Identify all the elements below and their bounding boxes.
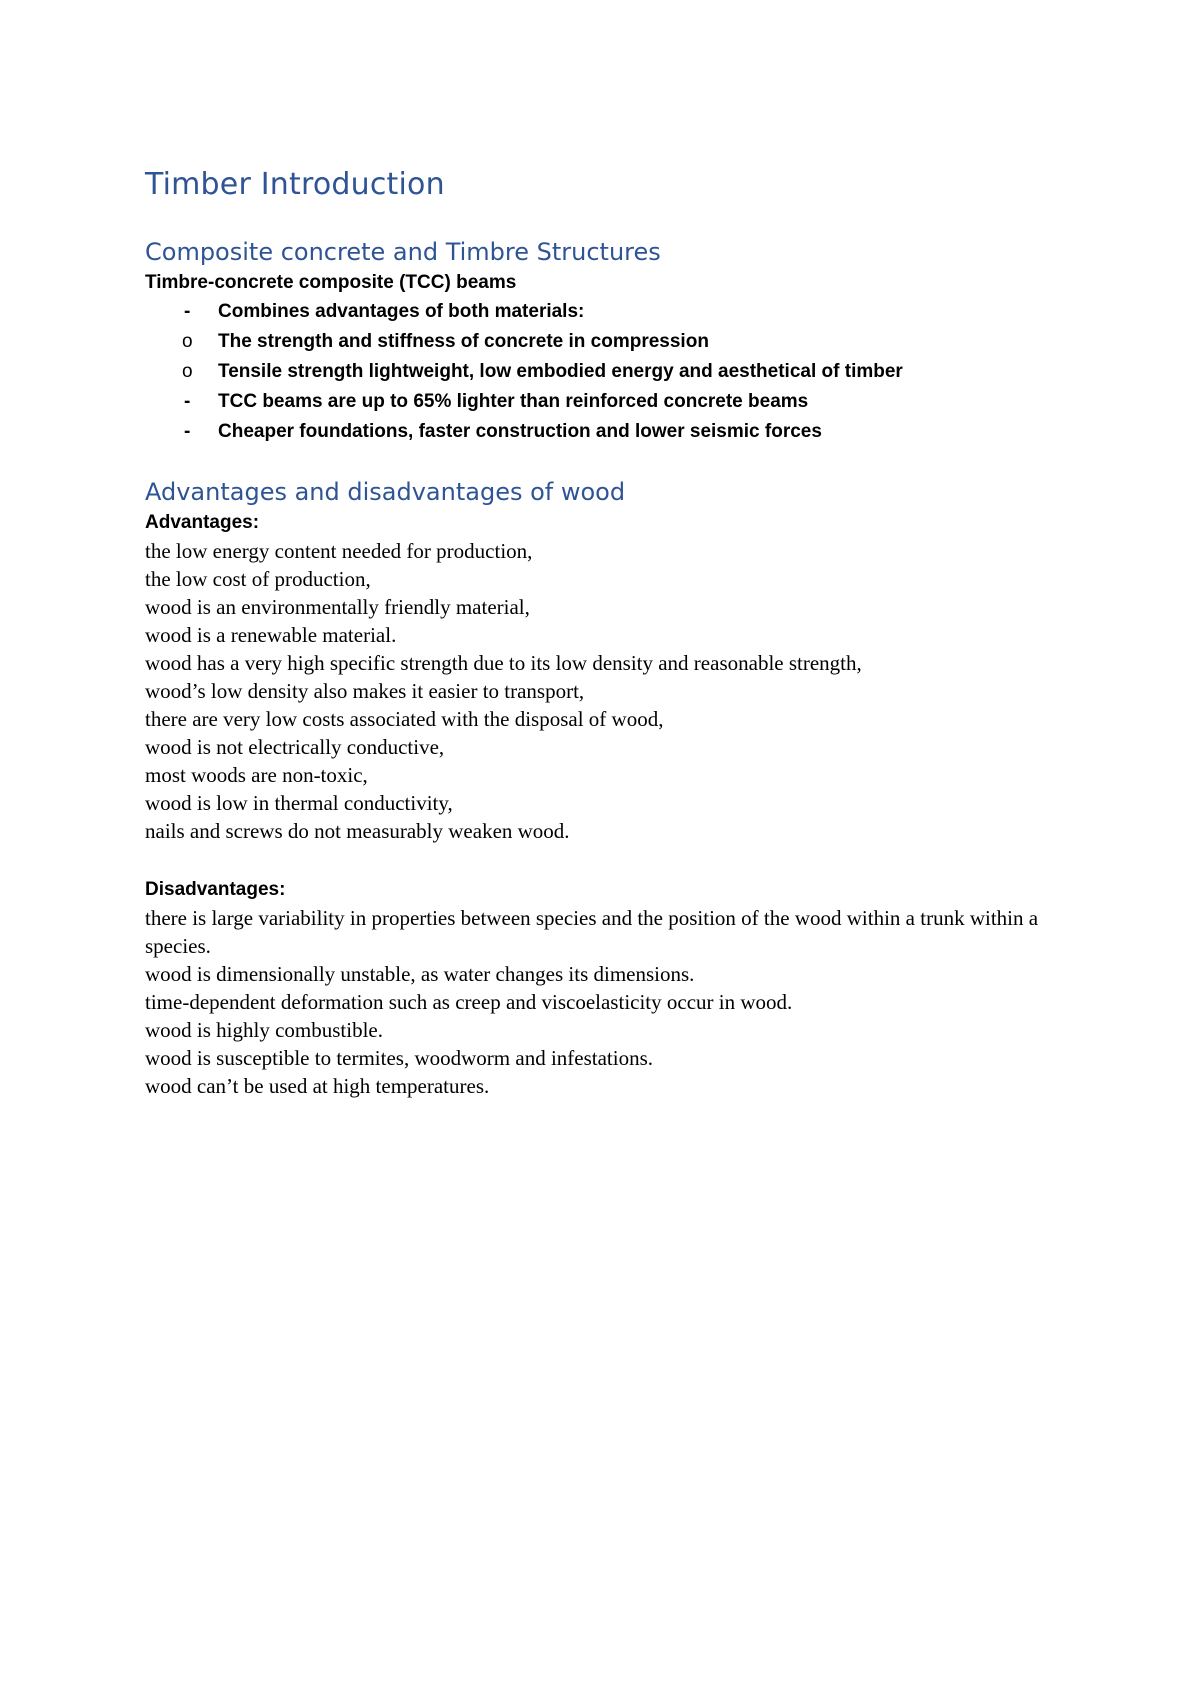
section-heading-advantages-disadvantages: Advantages and disadvantages of wood xyxy=(145,478,626,506)
list-item: wood is a renewable material. xyxy=(145,623,397,647)
bullet-text: Cheaper foundations, faster construction and lower seismic forces xyxy=(218,421,822,442)
list-item: the low energy content needed for production, xyxy=(145,539,533,563)
list-item: the low cost of production, xyxy=(145,567,371,591)
dash-bullet-marker: - xyxy=(184,421,191,442)
list-item: wood is susceptible to termites, woodworm and infestations. xyxy=(145,1046,654,1070)
list-item: wood’s low density also makes it easier to transport, xyxy=(145,679,585,703)
advantages-list xyxy=(145,537,1065,845)
subheading-tcc-beams: Timbre-concrete composite (TCC) beams xyxy=(145,272,517,293)
list-item: wood is dimensionally unstable, as water changes its dimensions. xyxy=(145,962,695,986)
disadvantages-label: Disadvantages: xyxy=(145,879,286,900)
disadvantages-list xyxy=(145,904,1065,1100)
advantages-label: Advantages: xyxy=(145,512,260,533)
list-item: there is large variability in properties between species and the position of the wood within a trunk within a species. xyxy=(145,906,1039,958)
list-item: wood is low in thermal conductivity, xyxy=(145,791,453,815)
paragraph-gap xyxy=(145,845,1065,875)
circle-bullet-marker: o xyxy=(182,361,193,382)
dash-bullet-marker: - xyxy=(184,391,191,412)
list-item: nails and screws do not measurably weaken wood. xyxy=(145,819,570,843)
list-item: wood has a very high specific strength due to its low density and reasonable strength, xyxy=(145,651,862,675)
list-item: wood is highly combustible. xyxy=(145,1018,383,1042)
tcc-sub-bullet-list xyxy=(145,327,1065,387)
list-item xyxy=(145,387,1065,417)
list-item: time-dependent deformation such as creep and viscoelasticity occur in wood. xyxy=(145,990,793,1014)
circle-bullet-marker: o xyxy=(182,331,193,352)
list-item: wood is an environmentally friendly material, xyxy=(145,595,530,619)
bullet-text: Combines advantages of both materials: xyxy=(218,301,585,322)
list-item xyxy=(145,417,1065,447)
section-heading-composite: Composite concrete and Timbre Structures xyxy=(145,238,661,266)
document-body xyxy=(145,165,1065,1100)
sub-bullet-text: Tensile strength lightweight, low embodied energy and aesthetical of timber xyxy=(218,361,903,382)
document-title: Timber Introduction xyxy=(145,167,445,202)
sub-bullet-text: The strength and stiffness of concrete in compression xyxy=(218,331,709,352)
list-item xyxy=(145,357,1065,387)
list-item xyxy=(145,297,1065,327)
dash-bullet-marker: - xyxy=(184,301,191,322)
tcc-bullet-list xyxy=(145,297,1065,327)
list-item: wood is not electrically conductive, xyxy=(145,735,445,759)
bullet-text: TCC beams are up to 65% lighter than reinforced concrete beams xyxy=(218,391,809,412)
list-item xyxy=(145,327,1065,357)
tcc-bullet-list-continued xyxy=(145,387,1065,447)
list-item: there are very low costs associated with the disposal of wood, xyxy=(145,707,664,731)
list-item: most woods are non-toxic, xyxy=(145,763,368,787)
list-item: wood can’t be used at high temperatures. xyxy=(145,1074,490,1098)
